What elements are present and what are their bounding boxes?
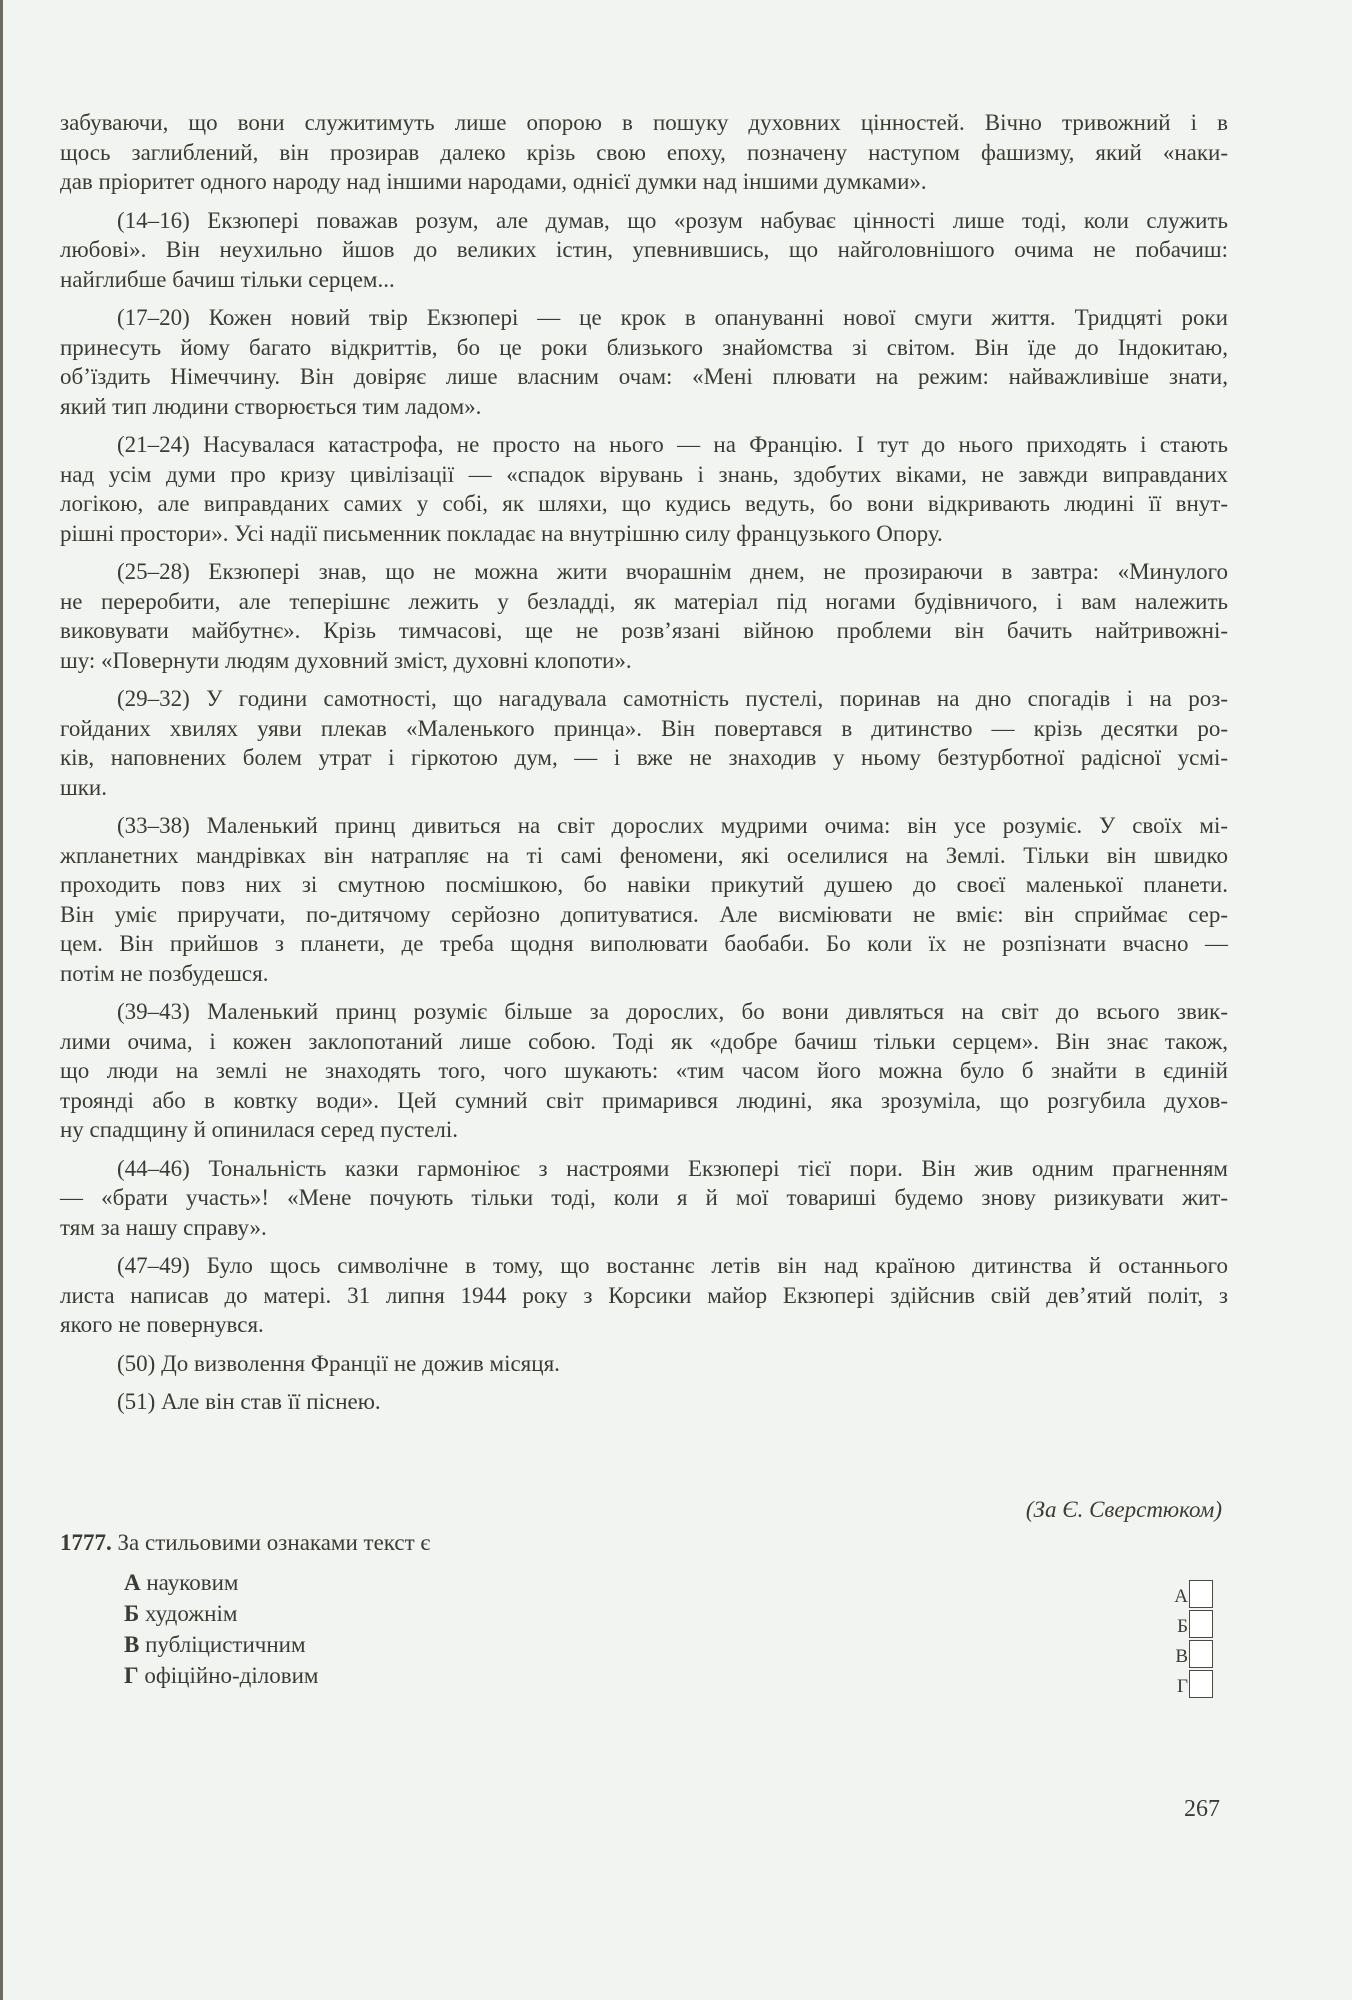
text-line: що люди на землі не знаходять того, чого шукають: «тим часом його можна було б знайти в єдиній	[60, 1058, 1228, 1083]
text-line: не переробити, але теперішнє лежить у безладді, як матеріал під ногами будівничого, і вам належить	[60, 588, 1228, 614]
text-line: (14–16) Екзюпері поважав розум, але думав, що «розум набуває цінності лише тоді, коли служить	[117, 207, 1228, 233]
text-line: шу: «Повернути людям духовний зміст, духовні клопоти».	[60, 647, 632, 673]
paragraph	[60, 1251, 1228, 1340]
question-number: 1777.	[60, 1530, 112, 1555]
text-line: (25–28) Екзюпері знав, що не можна жити вчорашнім днем, не прозираючи в завтра: «Минулого	[117, 559, 1228, 584]
paragraph	[60, 1349, 1228, 1379]
page-number: 267	[1184, 1796, 1220, 1822]
answer-box-b[interactable]	[1172, 1608, 1213, 1638]
text-line: якого не повернувся.	[60, 1312, 264, 1337]
text-line: ків, наповнених болем утрат і гіркотою дум, — і вже не знаходив у ньому безтурботної радісної усмі-	[60, 745, 1228, 770]
text-line: (39–43) Маленький принц розуміє більше за дорослих, бо вони дивляться на світ до всього звик-	[117, 999, 1228, 1024]
text-line: (17–20) Кожен новий твір Екзюпері — це крок в опануванні нової смуги життя. Тридцяті роки	[117, 305, 1228, 330]
option-v	[124, 1629, 318, 1660]
paragraph	[60, 1154, 1228, 1243]
text-line: листа написав до матері. 31 липня 1944 року з Корсики майор Екзюпері здійснив свій дев’ятий політ, з	[60, 1282, 1228, 1308]
box-label: Г	[1177, 1676, 1188, 1697]
paragraph	[60, 206, 1228, 295]
text-line: троянді або в ковтку води». Цей сумний світ примарився людині, яка зрозуміла, що розгубила духов-	[60, 1087, 1228, 1113]
text-line: (50) До визволення Франції не дожив місяця.	[117, 1350, 560, 1376]
answer-box-v[interactable]	[1172, 1638, 1213, 1668]
paragraph	[60, 430, 1228, 548]
text-line: лими очима, і кожен заклопотаний лише собою. Тоді як «добре бачиш тільки серцем». Він знає також,	[60, 1028, 1228, 1054]
text-line: який тип людини створюється тим ладом».	[60, 393, 482, 419]
text-line: (21–24) Насувалася катастрофа, не просто на нього — на Францію. І тут до нього приходять і стають	[117, 432, 1228, 457]
paragraph	[60, 303, 1228, 421]
paragraph	[60, 684, 1228, 802]
question-text: За стильовими ознаками текст є	[117, 1530, 431, 1555]
paragraph	[60, 1387, 1228, 1417]
checkbox[interactable]	[1189, 1580, 1213, 1608]
answer-boxes	[1172, 1578, 1213, 1698]
text-line: (51) Але він став її піснею.	[117, 1389, 381, 1414]
option-a	[124, 1567, 318, 1598]
scan-edge	[0, 0, 3, 2000]
option-letter: Г	[124, 1663, 139, 1688]
text-line: цем. Він прийшов з планети, де треба щодня виполювати баобаби. Бо коли їх не розпізнати вчасно —	[60, 931, 1228, 956]
text-line: об’їздить Німеччину. Він довіряє лише власним очам: «Мені плювати на режим: найважливіше знати,	[60, 364, 1228, 389]
box-label: В	[1175, 1646, 1188, 1667]
option-letter: Б	[124, 1601, 140, 1626]
text-line: дав пріоритет одного народу над іншими народами, однієї думки над іншими думками».	[60, 169, 927, 194]
text-line: (33–38) Маленький принц дивиться на світ дорослих мудрими очима: він усе розуміє. У своїх мі-	[117, 813, 1228, 838]
text-line: (29–32) У години самотності, що нагадувала самотність пустелі, поринав на дно спогадів і на роз-	[117, 686, 1228, 711]
option-text: художнім	[144, 1601, 238, 1626]
text-line: ну спадщину й опинилася серед пустелі.	[60, 1117, 459, 1142]
option-g	[124, 1660, 318, 1691]
text-line: шки.	[60, 774, 107, 800]
text-line: тям за нашу справу».	[60, 1214, 267, 1240]
attribution: (За Є. Сверстюком)	[1025, 1497, 1222, 1522]
text-line: над усім думи про кризу цивілізації — «спадок вірувань і знань, здобутих віками, не завжди виправданих	[60, 461, 1228, 487]
text-line: рішні простори». Усі надії письменник покладає на внутрішню силу французького Опору.	[60, 520, 943, 546]
option-text: науковим	[146, 1570, 239, 1595]
text-line: найглибше бачиш тільки серцем...	[60, 266, 395, 292]
answer-options	[124, 1567, 318, 1691]
checkbox[interactable]	[1189, 1670, 1213, 1698]
option-letter: В	[124, 1632, 140, 1657]
text-line: щось заглиблений, він прозирав далеко крізь свою епоху, позначену наступом фашизму, який «наки-	[60, 139, 1228, 165]
box-label: Б	[1177, 1616, 1188, 1637]
question-1777	[60, 1530, 430, 1556]
text-line: жпланетних мандрівках він натрапляє на ті самі феномени, які оселилися на Землі. Тільки він швидко	[60, 842, 1228, 868]
text-line: — «брати участь»! «Мене почують тільки тоді, коли я й мої товариші будемо знову ризикувати жит-	[60, 1185, 1228, 1210]
paragraph	[60, 811, 1228, 988]
answer-box-g[interactable]	[1172, 1668, 1213, 1698]
option-b	[124, 1598, 318, 1629]
paragraph	[60, 557, 1228, 675]
option-letter: А	[124, 1570, 141, 1595]
checkbox[interactable]	[1189, 1640, 1213, 1668]
option-text: офіційно-діловим	[144, 1663, 319, 1688]
answer-box-a[interactable]	[1172, 1578, 1213, 1608]
text-line: (47–49) Було щось символічне в тому, що востаннє летів він над країною дитинства й останнього	[117, 1253, 1228, 1278]
option-text: публіцистичним	[145, 1632, 306, 1657]
paragraph	[60, 108, 1228, 197]
text-line: логікою, але виправданих самих у собі, як шляхи, що кудись ведуть, бо вони відкривають людині її внут-	[60, 491, 1228, 516]
text-line: любові». Він неухильно йшов до великих істин, упевнившись, що найголовнішого очима не побачиш:	[60, 237, 1228, 262]
text-line: забуваючи, що вони служитимуть лише опорою в пошуку духовних цінностей. Вічно тривожний і в	[60, 110, 1228, 135]
article-text	[60, 108, 1228, 1426]
text-line: потім не позбудешся.	[60, 960, 269, 986]
text-line: принесуть йому багато відкриттів, бо це роки близького знайомства зі світом. Він їде до Індокитаю,	[60, 334, 1228, 360]
paragraph	[60, 997, 1228, 1145]
box-label: А	[1174, 1586, 1188, 1607]
text-line: (44–46) Тональність казки гармоніює з настроями Екзюпері тієї пори. Він жив одним прагненням	[117, 1155, 1228, 1181]
text-line: гойданих хвилях уяви плекав «Маленького принца». Він повертався в дитинство — крізь десятки ро-	[60, 715, 1228, 741]
text-line: проходить повз них зі смутною посмішкою, бо навіки прикутий душею до своєї маленької планети.	[60, 872, 1228, 897]
text-line: Він уміє приручати, по-дитячому серйозно допитуватися. Але висміювати не вміє: він сприймає сер-	[60, 901, 1228, 927]
text-line: виковувати майбутнє». Крізь тимчасові, ще не розв’язані війною проблеми він бачить найтривожні-	[60, 618, 1228, 643]
checkbox[interactable]	[1189, 1610, 1213, 1638]
